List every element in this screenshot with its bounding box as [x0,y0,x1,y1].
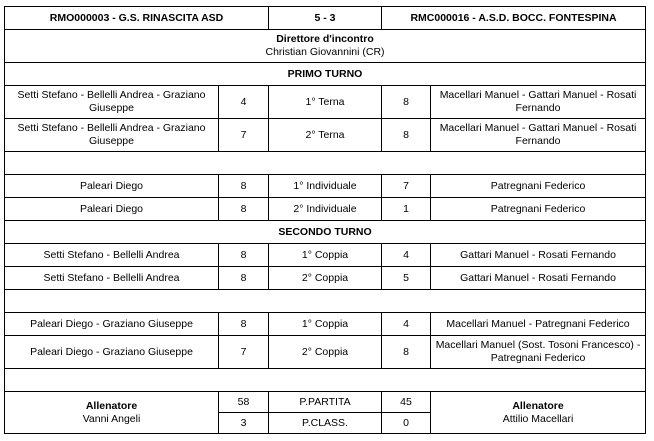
director-label: Direttore d'incontro [276,33,374,45]
game-label: 1° Individuale [269,175,382,198]
away-coach-label: Allenatore [512,399,564,412]
home-players: Setti Stefano - Bellelli Andrea - Graziano Giuseppe [5,119,219,152]
director-row [5,30,646,63]
home-players: Setti Stefano - Bellelli Andrea - Graziano Giuseppe [5,86,219,119]
home-players: Paleari Diego [5,175,219,198]
away-coach-cell [431,392,646,434]
home-players: Paleari Diego - Graziano Giuseppe [5,336,219,369]
home-players: Paleari Diego - Graziano Giuseppe [5,313,219,336]
spacer-cell [5,290,646,313]
away-score: 8 [382,86,431,119]
away-class-points: 0 [382,413,431,434]
away-score: 5 [382,267,431,290]
table-row [5,119,646,152]
table-row [5,175,646,198]
home-coach-cell [5,392,219,434]
director-name: Christian Giovannini (CR) [265,46,385,58]
away-players: Macellari Manuel - Gattari Manuel - Rosati Fernando [431,86,646,119]
spacer-cell [5,369,646,392]
away-score: 7 [382,175,431,198]
table-row [5,198,646,221]
game-label: 1° Terna [269,86,382,119]
away-players: Gattari Manuel - Rosati Fernando [431,267,646,290]
home-class-points: 3 [219,413,269,434]
spacer-row [5,369,646,392]
match-points-label: P.PARTITA [269,392,382,413]
home-players: Setti Stefano - Bellelli Andrea [5,244,219,267]
game-label: 1° Coppia [269,313,382,336]
second-round-title-row [5,221,646,244]
away-match-points: 45 [382,392,431,413]
spacer-cell [5,152,646,175]
away-players: Macellari Manuel - Gattari Manuel - Rosati Fernando [431,119,646,152]
home-score: 8 [219,175,269,198]
home-score: 8 [219,313,269,336]
table-row [5,86,646,119]
table-row [5,313,646,336]
home-team-name: RMO000003 - G.S. RINASCITA ASD [5,7,269,30]
away-players: Macellari Manuel - Patregnani Federico [431,313,646,336]
footer-row-match-points [5,392,646,413]
second-round-title: SECONDO TURNO [5,221,646,244]
game-label: 2° Coppia [269,336,382,369]
away-team-name: RMC000016 - A.S.D. BOCC. FONTESPINA [382,7,646,30]
home-score: 8 [219,244,269,267]
first-round-title: PRIMO TURNO [5,63,646,86]
home-score: 4 [219,86,269,119]
away-players: Patregnani Federico [431,198,646,221]
home-match-points: 58 [219,392,269,413]
away-players: Patregnani Federico [431,175,646,198]
header-row [5,7,646,30]
home-players: Paleari Diego [5,198,219,221]
spacer-row [5,290,646,313]
away-score: 1 [382,198,431,221]
home-score: 8 [219,198,269,221]
table-row [5,244,646,267]
away-players: Gattari Manuel - Rosati Fernando [431,244,646,267]
first-round-title-row [5,63,646,86]
away-score: 8 [382,336,431,369]
home-coach-label: Allenatore [85,399,138,412]
home-score: 7 [219,119,269,152]
spacer-row [5,152,646,175]
director-cell [5,30,646,63]
home-players: Setti Stefano - Bellelli Andrea [5,267,219,290]
home-score: 7 [219,336,269,369]
home-coach-name: Vanni Angeli [82,412,141,425]
class-points-label: P.CLASS. [269,413,382,434]
match-score: 5 - 3 [269,7,382,30]
away-score: 4 [382,244,431,267]
match-report-table [4,6,646,434]
game-label: 2° Individuale [269,198,382,221]
away-score: 8 [382,119,431,152]
game-label: 1° Coppia [269,244,382,267]
game-label: 2° Coppia [269,267,382,290]
table-row [5,336,646,369]
home-score: 8 [219,267,269,290]
game-label: 2° Terna [269,119,382,152]
away-coach-name: Attilio Macellari [502,412,574,425]
table-row [5,267,646,290]
away-players: Macellari Manuel (Sost. Tosoni Francesco) - Patregnani Federico [431,336,646,369]
away-score: 4 [382,313,431,336]
